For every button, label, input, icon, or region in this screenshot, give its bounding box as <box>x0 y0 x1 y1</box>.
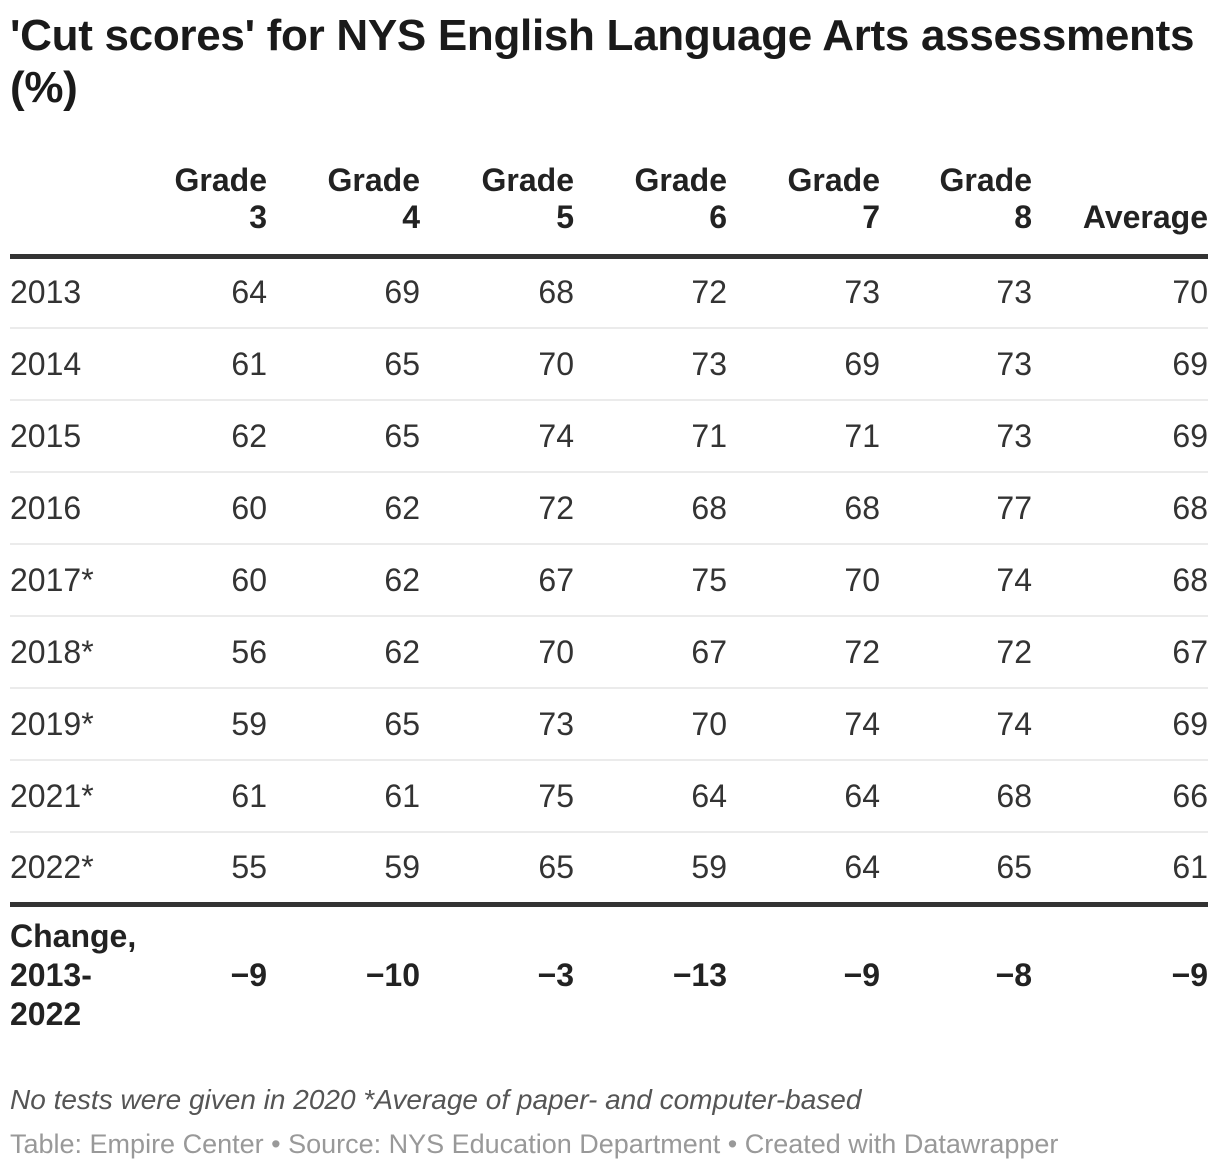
column-header-average <box>1032 162 1208 256</box>
column-header-bottom: 3 <box>249 199 267 236</box>
cell: 67 <box>1172 633 1208 670</box>
cell: 64 <box>844 848 880 885</box>
cell: 59 <box>231 705 267 742</box>
row-label: 2014 <box>10 345 82 382</box>
cell: 75 <box>691 561 727 598</box>
column-header-top: Grade <box>327 161 420 198</box>
cell: 65 <box>384 417 420 454</box>
cell: 70 <box>691 705 727 742</box>
cell: −9 <box>230 956 267 993</box>
page-title: 'Cut scores' for NYS English Language Arts assessments (%) <box>10 11 1195 112</box>
row-label: 2013 <box>10 274 82 311</box>
cell: 69 <box>384 274 420 311</box>
table-row <box>10 832 1208 904</box>
cell: 64 <box>231 274 267 311</box>
column-header-bottom: 4 <box>402 199 420 236</box>
table-row <box>10 256 1208 328</box>
source-credits: Table: Empire Center • Source: NYS Education Department • Created with Datawrapper <box>10 1129 1059 1160</box>
cell: 55 <box>231 848 267 885</box>
column-header-top: Grade <box>787 161 880 198</box>
cell: 62 <box>384 561 420 598</box>
cell: 62 <box>384 633 420 670</box>
row-label-column-header <box>10 162 114 256</box>
cell: 75 <box>538 777 574 814</box>
table-row <box>10 400 1208 472</box>
cell: 74 <box>996 561 1032 598</box>
cell: 73 <box>996 417 1032 454</box>
column-header-bottom: Average <box>1082 199 1208 236</box>
row-label: 2019* <box>10 705 94 742</box>
column-header-top: Grade <box>939 161 1032 198</box>
cell: −9 <box>843 956 880 993</box>
column-header-bottom: 7 <box>862 199 880 236</box>
table-row <box>10 616 1208 688</box>
row-label: 2018* <box>10 633 94 670</box>
cell: 59 <box>384 848 420 885</box>
cell: 73 <box>996 345 1032 382</box>
row-label: 2021* <box>10 777 94 814</box>
table-row <box>10 328 1208 400</box>
header-row <box>10 162 1208 256</box>
cell: 68 <box>1172 489 1208 526</box>
cell: 70 <box>1172 274 1208 311</box>
cell: 65 <box>996 848 1032 885</box>
cell: 68 <box>691 489 727 526</box>
column-header-bottom: 8 <box>1014 199 1032 236</box>
column-header-grade-8 <box>880 162 1032 256</box>
cell: 69 <box>1172 345 1208 382</box>
cell: 61 <box>1172 848 1208 885</box>
column-header-grade-7 <box>727 162 880 256</box>
row-label-line: 2022 <box>10 995 82 1032</box>
column-header-top: Grade <box>634 161 727 198</box>
cell: 65 <box>538 848 574 885</box>
column-header-top: Grade <box>481 161 574 198</box>
cell: 77 <box>996 489 1032 526</box>
cell: 69 <box>1172 417 1208 454</box>
table-row <box>10 760 1208 832</box>
cell: 62 <box>231 417 267 454</box>
cell: 62 <box>384 489 420 526</box>
row-label: 2015 <box>10 417 82 454</box>
cell: −9 <box>1171 956 1208 993</box>
column-header-grade-3 <box>114 162 267 256</box>
cell: 66 <box>1172 777 1208 814</box>
cell: 68 <box>538 274 574 311</box>
cell: 70 <box>538 345 574 382</box>
cell: −8 <box>995 956 1032 993</box>
column-header-grade-5 <box>420 162 574 256</box>
cell: 59 <box>691 848 727 885</box>
table-row <box>10 472 1208 544</box>
row-label: 2022* <box>10 848 94 885</box>
cell: 69 <box>1172 705 1208 742</box>
cell: −13 <box>672 956 727 993</box>
column-header-top: Grade <box>174 161 267 198</box>
cell: 70 <box>844 561 880 598</box>
cell: 72 <box>844 633 880 670</box>
cell: 65 <box>384 345 420 382</box>
row-label: 2017* <box>10 561 94 598</box>
cell: 69 <box>844 345 880 382</box>
cell: 73 <box>996 274 1032 311</box>
row-label-change <box>10 904 137 1044</box>
cell: 61 <box>231 345 267 382</box>
cell: 73 <box>538 705 574 742</box>
cell: 60 <box>231 561 267 598</box>
cell: 74 <box>996 705 1032 742</box>
cell: 71 <box>844 417 880 454</box>
column-header-grade-6 <box>574 162 727 256</box>
row-label-line: 2013- <box>10 956 92 993</box>
cell: 72 <box>691 274 727 311</box>
cell: 64 <box>844 777 880 814</box>
cell: 60 <box>231 489 267 526</box>
cell: 67 <box>691 633 727 670</box>
table-row <box>10 688 1208 760</box>
cell: −10 <box>365 956 420 993</box>
cell: 73 <box>844 274 880 311</box>
cell: −3 <box>537 956 574 993</box>
table-row <box>10 544 1208 616</box>
cell: 74 <box>538 417 574 454</box>
column-header-grade-4 <box>267 162 420 256</box>
cell: 68 <box>844 489 880 526</box>
cell: 64 <box>691 777 727 814</box>
footnote: No tests were given in 2020 *Average of paper- and computer-based <box>10 1083 862 1115</box>
cell: 71 <box>691 417 727 454</box>
cell: 68 <box>1172 561 1208 598</box>
cell: 73 <box>691 345 727 382</box>
column-header-bottom: 5 <box>556 199 574 236</box>
cell: 68 <box>996 777 1032 814</box>
cell: 65 <box>384 705 420 742</box>
cell: 61 <box>231 777 267 814</box>
cell: 72 <box>538 489 574 526</box>
row-label-line: Change, <box>10 917 137 954</box>
cell: 67 <box>538 561 574 598</box>
cut-scores-table <box>10 162 1208 1044</box>
cell: 56 <box>231 633 267 670</box>
cell: 72 <box>996 633 1032 670</box>
cell: 61 <box>384 777 420 814</box>
cell: 70 <box>538 633 574 670</box>
change-summary-row <box>10 904 1208 1044</box>
row-label: 2016 <box>10 489 82 526</box>
column-header-bottom: 6 <box>709 199 727 236</box>
cell: 74 <box>844 705 880 742</box>
